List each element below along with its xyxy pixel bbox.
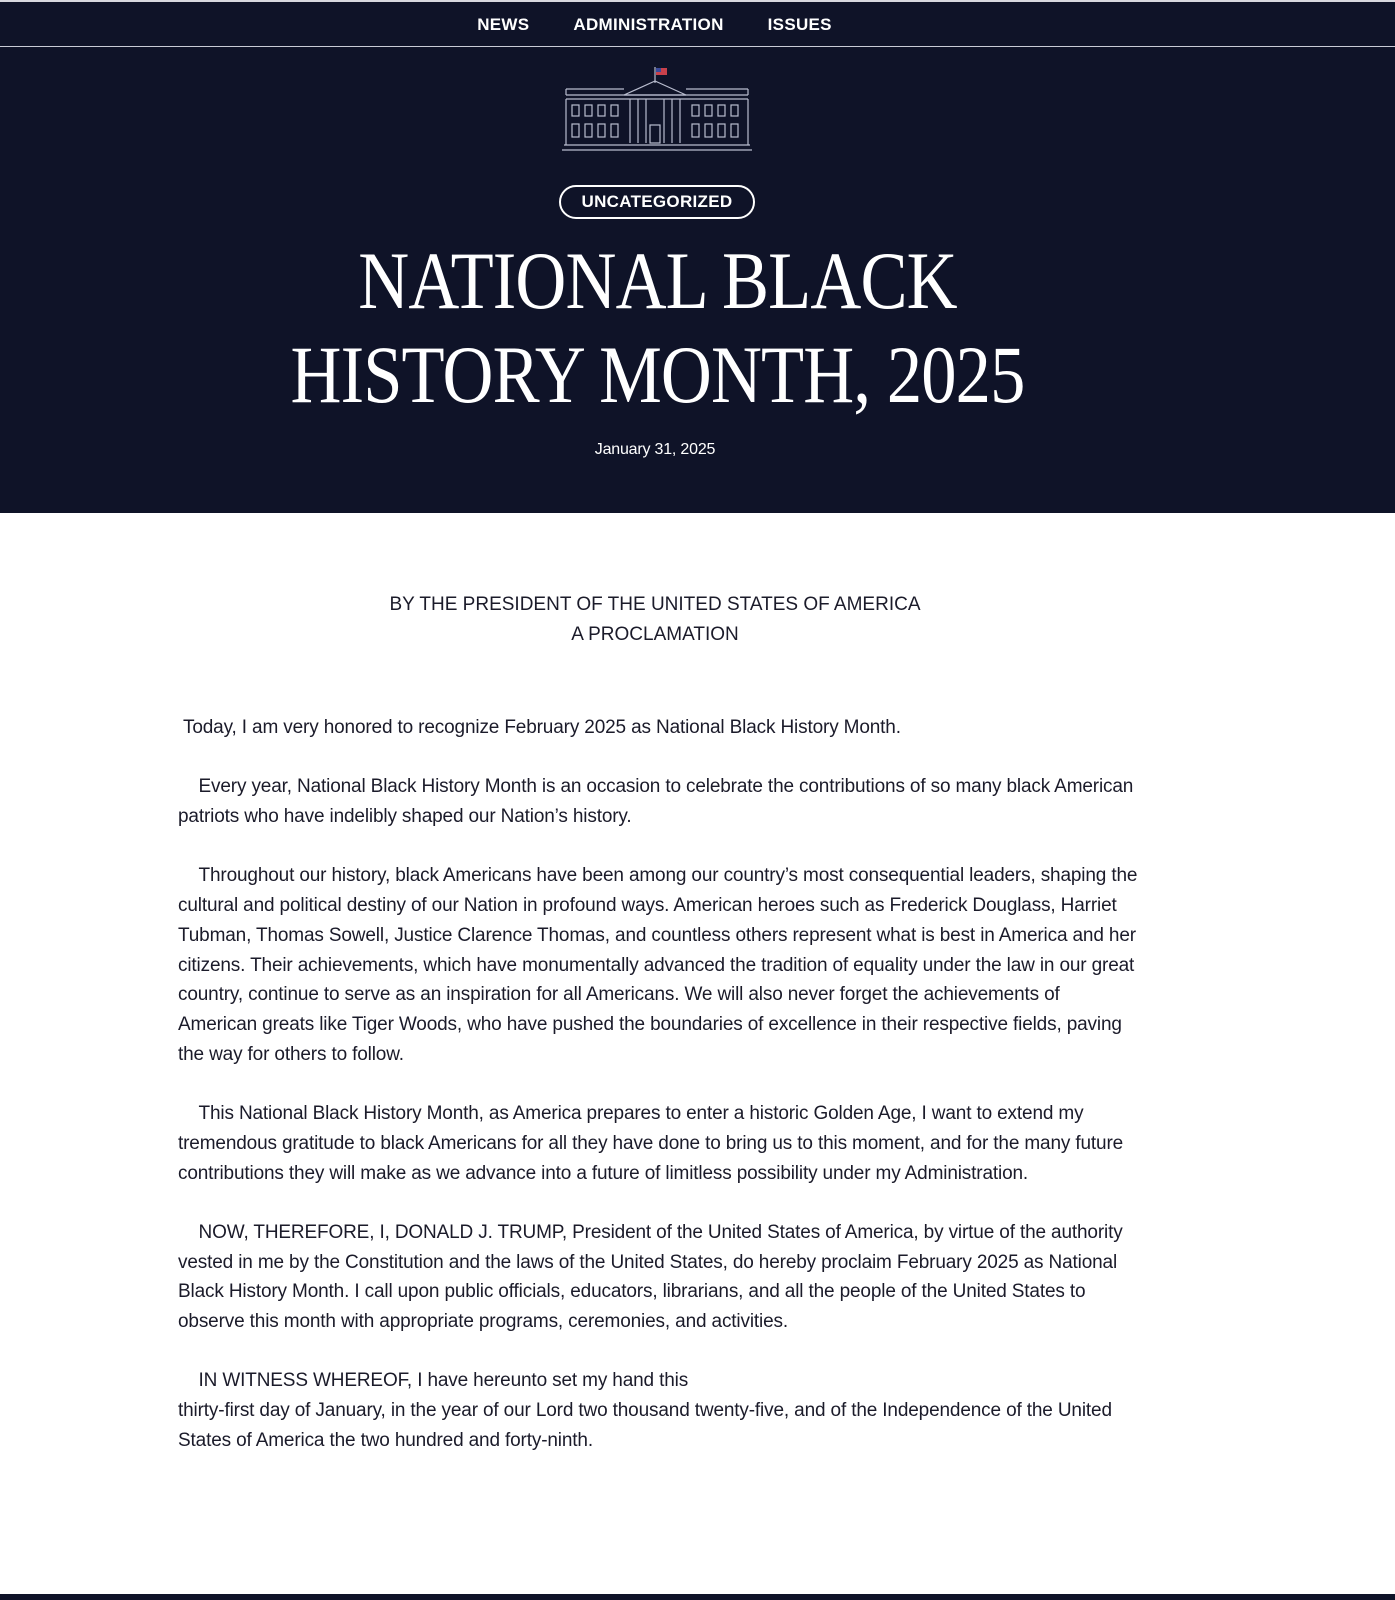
paragraph: Today, I am very honored to recognize February 2025 as National Black History Month. bbox=[183, 717, 901, 738]
page-title: NATIONAL BLACK HISTORY MONTH, 2025 bbox=[290, 235, 1025, 420]
publish-date: January 31, 2025 bbox=[594, 441, 716, 458]
paragraph: IN WITNESS WHEREOF, I have hereunto set my hand this bbox=[198, 1370, 689, 1392]
nav-item-issues[interactable]: ISSUES bbox=[767, 14, 832, 34]
proclamation-heading-line1: BY THE PRESIDENT OF THE UNITED STATES OF AMERICA bbox=[389, 594, 921, 615]
main-nav bbox=[0, 2, 1395, 47]
paragraph: This National Black History Month, as America prepares to enter a historic Golden Age, I want to extend my tremendous gratitude to black Americans for all they have done to bring us to this moment, and for the many future contributions they will make as we advance into a future of limitless possibility under my Administration. bbox=[178, 1103, 1124, 1184]
proclamation-heading bbox=[0, 590, 1310, 650]
paragraph: thirty-first day of January, in the year of our Lord two thousand twenty-five, and of the Independence of the United States of America the two hundred and forty-ninth. bbox=[178, 1400, 1112, 1451]
top-navigation-bar bbox=[0, 0, 1395, 47]
paragraph: NOW, THEREFORE, I, DONALD J. TRUMP, President of the United States of America, by virtue of the authority vested in me by the Constitution and the laws of the United States, do hereby proclaim February 2025 as National Black History Month. I call upon public officials, educators, librarians, and all the people of the United States to observe this month with appropriate programs, ceremonies, and activities. bbox=[178, 1221, 1123, 1332]
proclamation-body bbox=[178, 713, 1138, 1485]
nav-item-news[interactable]: NEWS bbox=[477, 14, 530, 34]
paragraph: Every year, National Black History Month is an occasion to celebrate the contributions of so many black American patriots who have indelibly shaped our Nation’s history. bbox=[178, 776, 1134, 828]
white-house-icon[interactable] bbox=[562, 65, 752, 155]
paragraph: Throughout our history, black Americans have been among our country’s most consequential leaders, shaping the cultural and political destiny of our Nation in profound ways. American heroes such as Frederick Douglass, Harriet Tubman, Thomas Sowell, Justice Clarence Thomas, and countless others represent what is best in America and her citizens. Their achievements, which have monumentally advanced the tradition of equality under the law in our great country, continue to serve as an inspiration for all Americans. We will also never forget the achievements of American greats like Tiger Woods, who have pushed the boundaries of excellence in their respective fields, paving the way for others to follow. bbox=[178, 865, 1138, 1065]
hero-banner bbox=[0, 47, 1395, 513]
category-badge[interactable]: UNCATEGORIZED bbox=[559, 185, 755, 219]
nav-item-administration[interactable]: ADMINISTRATION bbox=[573, 14, 724, 34]
proclamation-heading-line2: A PROCLAMATION bbox=[571, 624, 739, 645]
footer-bar bbox=[0, 1594, 1395, 1600]
